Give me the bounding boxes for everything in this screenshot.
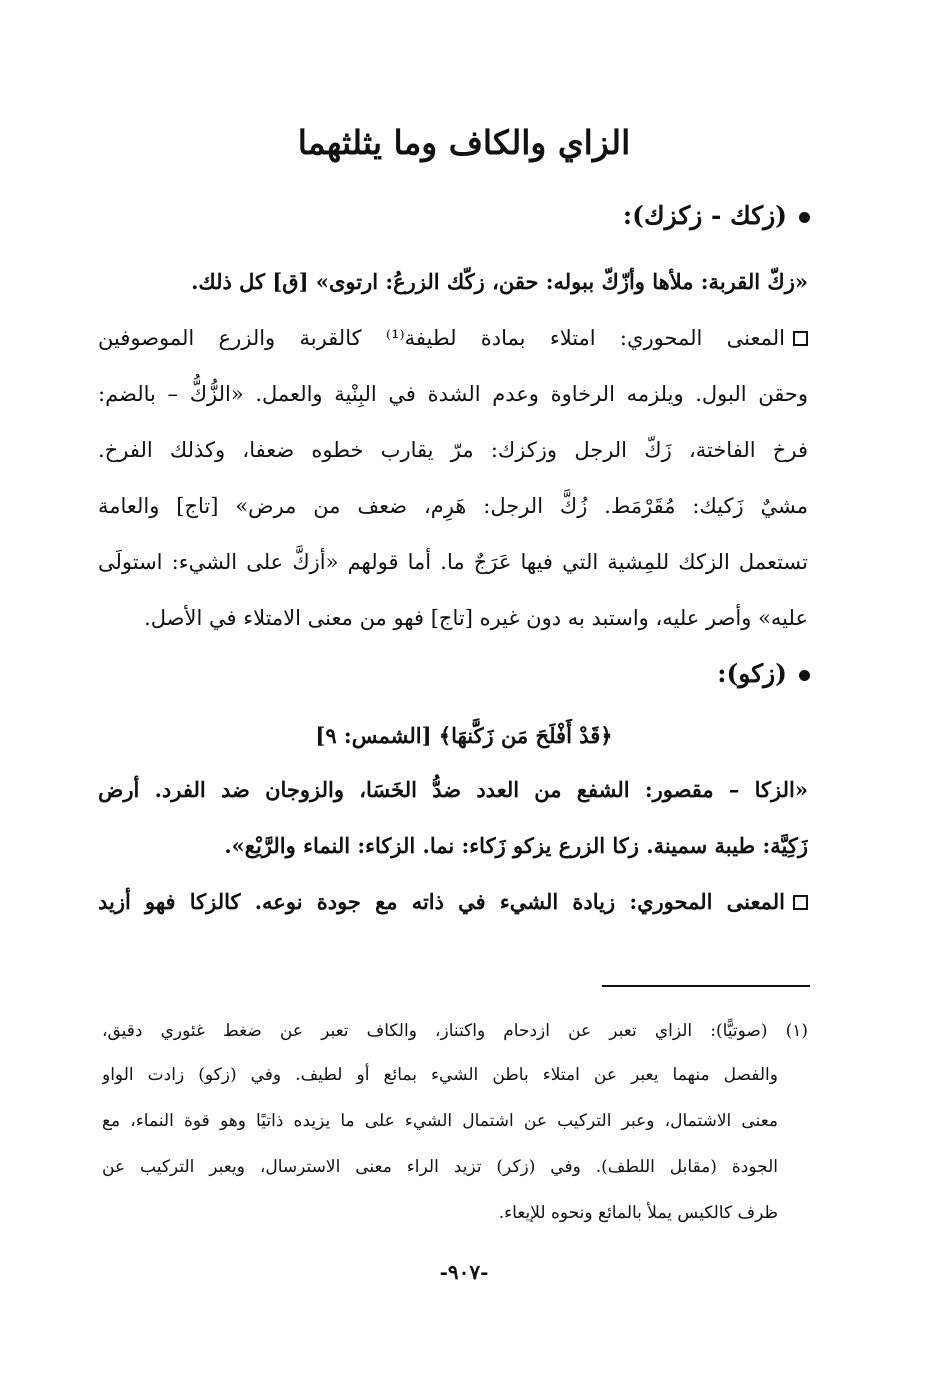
page-title: الزاي والكاف وما يثلثهما bbox=[297, 123, 631, 162]
footnote-line: والفصل منهما يعبر عن امتلاء باطن الشيء بمائع أو لطيف. وفي (زكو) زادت الواو bbox=[102, 1065, 778, 1085]
footnote-divider bbox=[602, 985, 810, 987]
footnote-line: معنى الاشتمال، وعبر التركيب عن اشتمال الشيء على ما يزيده ذاتيًا وهو قوة النماء، مع bbox=[102, 1111, 778, 1131]
entry-heading-text: (زكك - زكزك): bbox=[622, 201, 787, 230]
text-line: «زكّ القربة: ملأها وأزّكّ ببوله: حقن، زكّك الزرعُ: ارتوى» [ق] كل ذلك. bbox=[191, 269, 808, 294]
footnote-line: الجودة (مقابل اللطف). وفي (زكر) تزيد الراء معنى الاسترسال، ويعبر التركيب عن bbox=[102, 1157, 778, 1177]
bullet-icon bbox=[799, 212, 810, 223]
text-line: وحقن البول. ويلزمه الرخاوة وعدم الشدة في البِنْية والعمل. «الزُّكُّ – بالضم: bbox=[98, 382, 808, 406]
text-line: تستعمل الزكك للمِشية التي فيها عَرَجٌ ما. أما قولهم «أزكَّ على الشيء: استولَى bbox=[98, 550, 808, 574]
text-line: مشيٌ زَكيك: مُقَرْمَط. زُكَّ الرجل: هَرِم، ضعف من مرض» [تاج] والعامة bbox=[98, 494, 808, 518]
text-line bbox=[98, 318, 808, 358]
page-number: -٩٠٧- bbox=[439, 1260, 489, 1284]
footnote-line: (١) (صوتيًّا): الزاي تعبر عن ازدحام واكتناز، والكاف تعبر عن ضغط غئوري دقيق، bbox=[102, 1021, 808, 1041]
footnote-line: ظرف كالكيس يملأ بالمائع ونحوه للإيعاء. bbox=[498, 1203, 778, 1223]
entry-heading-text: (زكو): bbox=[717, 659, 787, 688]
square-marker-icon bbox=[793, 895, 808, 910]
text-line: عليه» وأصر عليه، واستبد به دون غيره [تاج] فهو من معنى الامتلاء في الأصل. bbox=[144, 606, 808, 630]
text-line-content: المعنى المحوري: امتلاء بمادة لطيفة⁽¹⁾ كالقربة والزرع الموصوفين bbox=[98, 326, 786, 350]
bullet-icon bbox=[799, 670, 810, 681]
text-line: فرخ الفاختة، زَكّ الرجل وزكزك: مرّ يقارب خطوه ضعفا، وكذلك الفرخ. bbox=[98, 438, 808, 462]
square-marker-icon bbox=[793, 331, 808, 346]
entry-heading-zkk bbox=[623, 194, 810, 238]
text-line bbox=[98, 882, 808, 922]
text-line: زَكِيَّة: طيبة سمينة. زكا الزرع يزكو زَكاء: نما. الزكاء: النماء والرَّيْع». bbox=[224, 833, 808, 858]
text-line-content: المعنى المحوري: زيادة الشيء في ذاته مع جودة نوعه. كالزكا فهو أزيد bbox=[98, 889, 785, 914]
entry-heading-zkw bbox=[717, 652, 810, 696]
quran-verse: ﴿قَدْ أَفْلَحَ مَن زَكَّنهَا﴾ [الشمس: ٩] bbox=[315, 723, 613, 748]
text-line: «الزكا – مقصور: الشفع من العدد ضدُّ الخَسَا، والزوجان ضد الفرد. أرض bbox=[98, 777, 808, 802]
